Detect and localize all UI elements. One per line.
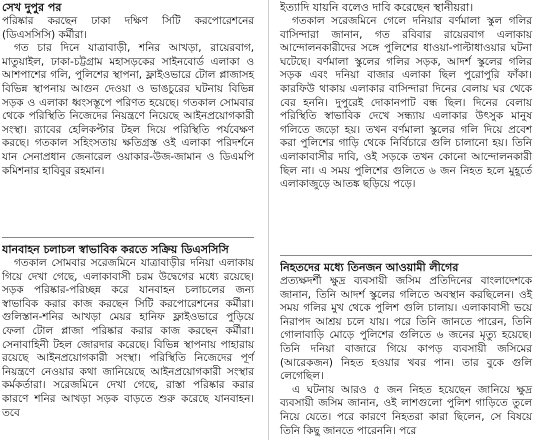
- section-headline: যানবাহন চলাচল স্বাভাবিক করতে সক্রিয় ডিএসসিসি: [2, 243, 229, 256]
- article-paragraph: গতকাল সোমবার সরেজমিনে যাত্রাবাড়ীর দনিয়া এলাকায় গিয়ে দেখা গেছে, এলাকাবাসী চরম উদ্বেগের মধ্যে রয়েছে। সড়ক পরিষ্কার-পরিচ্ছন্ন করে যানবাহন চলাচলের জন্য স্বাভাবিক করার কাজ করছেন সিটি করপোরেশনের কর্মীরা। গুলিস্তান-শনির আখড়া মেয়র হানিফ ফ্লাইওভারে পুড়িয়ে ফেলা টোল প্লাজা পরিষ্কার করার কাজ করছেন কর্মীরা। সেনাবাহিনী টহল জোরদার করেছে। বিভিন্ন স্থাপনায় পাহারায় রয়েছে আইনপ্রয়োগকারী সংস্থা। পরিস্থিতি নিজেদের পূর্ণ নিয়ন্ত্রণে নেওয়ার কথা জানিয়েছে আইনপ্রয়োগকারী সংস্থার কর্মকর্তারা। সরেজমিনে দেখা গেছে, রাস্তা পরিষ্কার করার কারণে শনির আখড়া সড়ক বাড়তে শুরু করেছে যানবাহন। তবে: [2, 257, 254, 419]
- headline-fragment: ইত্যাদি যায়নি বলেও দাবি করেছেন স্থানীয়রা।: [280, 1, 474, 14]
- article-paragraph: এ ঘটনায় আরও ৫ জন নিহত হয়েছেন জানিয়ে ক্ষুদ্র ব্যবসায়ী জসিম জানান, ওই লাশগুলো পুলিশ গাড়িতে তুলে নিয়ে যেতে। পরে কারণে নিহতরা কারা ছিলেন, সে বিষয়ে তিনি কিছু জানতে পারেননি। পরে: [280, 383, 532, 437]
- article-paragraph: প্রত্যক্ষদর্শী ক্ষুদ্র ব্যবসায়ী জসিম প্রতিদিনের বাংলাদেশকে জানান, তিনি আদর্শ স্কুলের গলিতে অবস্থান করছিলেন। ওই সময় গলির মুখ থেকে পুলিশ গুলি চালায়। এলাকাবাসী ভয়ে নিরাপদ আশ্রয় চলে যায়। পরে তিনি জানতে পারেন, তিনি গোলাবাড়ি মোড়ে পুলিশের গুলিতে ৬ জনের মৃত্যু হয়েছে। তিনি দনিয়া বাজারে গিয়ে কাপড় ব্যবসায়ী জসিমের (আরেকজন) নিহত হওয়ার খবর পান। তার বুকে গুলি লেগেছিল।: [280, 275, 532, 383]
- article-continuation: [2, 0, 254, 178]
- headline-fragment: সেখ দুপুর পর: [2, 1, 62, 14]
- column-divider: [268, 0, 269, 440]
- article-continuation: [280, 0, 532, 192]
- article-paragraph: পরিষ্কার করছেন ঢাকা দক্ষিণ সিটি করপোরেশনের (ডিএসসিসি) কর্মীরা।: [2, 15, 254, 41]
- article-paragraph: গত চার দিনে যাত্রাবাড়ী, শনির আখড়া, রায়েরবাগ, মাতুয়াইল, ঢাকা-চট্টগ্রাম মহাসড়কের সাইনবোর্ড এলাকা ও আশপাশের গলি, পুলিশের স্থাপনা, ফ্লাইওভারে টোল প্লাজাসহ বিভিন্ন স্থাপনায় আগুন দেওয়া ও ভাঙচুরের ঘটনায় বিভিন্ন সড়ক ও এলাকা ধ্বংসস্তূপে পরিণত হয়েছে। গতকাল সোমবার থেকে পরিস্থিতি নিজেদের নিয়ন্ত্রণে নিয়েছে আইনপ্রয়োগকারী সংস্থা। র‌্যাবের হেলিকপ্টার টহল দিয়ে পরিস্থিতি পর্যবেক্ষণ করছে। গতকাল সহিংসতায় ক্ষতিগ্রস্ত ওই এলাকা পরিদর্শনে যান সেনাপ্রধান জেনারেল ওয়াকার-উজ-জামান ও ডিএমপি কমিশনার হাবিবুর রহমান।: [2, 42, 254, 177]
- article-section: [280, 252, 532, 438]
- section-rule: [2, 237, 254, 238]
- article-paragraph: গতকাল সরেজমিনে গেলে দনিয়ার বর্ণমালা স্কুল গলির বাসিন্দারা জানান, গত রবিবার রায়েরবাগ এলাকায় আন্দোলনকারীদের সঙ্গে পুলিশের ধাওয়া-পাল্টাধাওয়ার ঘটনা ঘটেছে। বর্ণমালা স্কুলের গলির সড়ক, আদর্শ স্কুলের গলির সড়ক এবং দনিয়া বাজার এলাকা ছিল পুরোপুরি ফাঁকা। কারফিউ থাকায় এলাকার বাসিন্দারা দিনের বেলায় ঘর থেকে বের হননি। দুপুরেই দোকানপাট বন্ধ ছিল। দিনের বেলায় পরিস্থিতি স্বাভাবিক দেখে সন্ধ্যায় এলাকার উৎসুক মানুষ গলিতে জড়ো হয়। তখন বর্ণমালা স্কুলের গলি দিয়ে প্রবেশ করা পুলিশের গাড়ি থেকে নির্বিচারে গুলি চালানো হয়। তিনি এলাকাবাসীর দাবি, ওই সড়কে তখন কোনো আন্দোলনকারী ছিল না। এ সময় পুলিশের গুলিতে ৬ জন নিহত হলে মুহূর্তে এলাকাজুড়ে আতঙ্ক ছড়িয়ে পড়ে।: [280, 15, 532, 191]
- section-headline: নিহতদের মধ্যে তিনজন আওয়ামী লীগের: [280, 261, 459, 274]
- section-rule: [280, 255, 532, 256]
- article-section: [2, 234, 254, 420]
